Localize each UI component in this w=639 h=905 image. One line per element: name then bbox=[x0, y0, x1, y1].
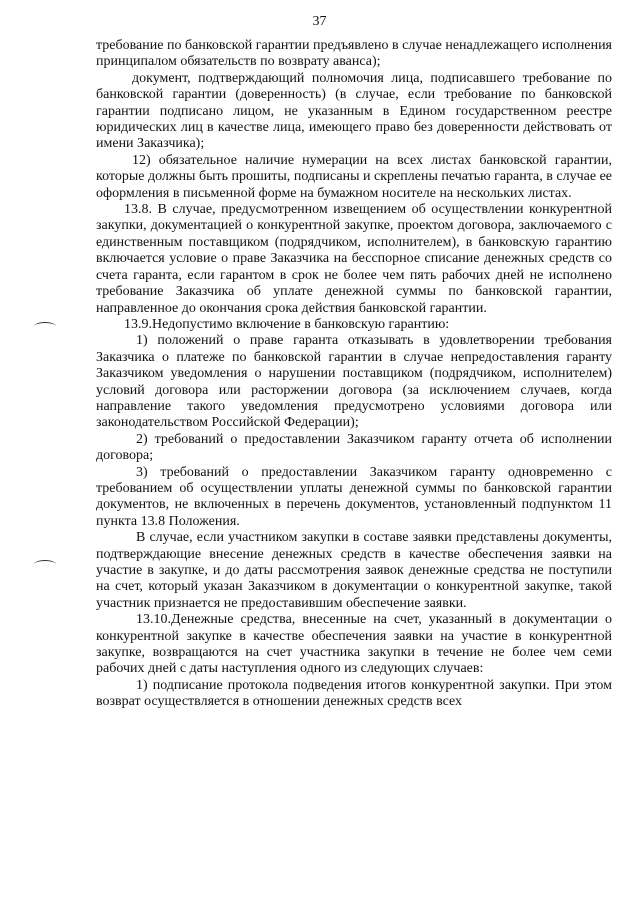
paragraph-deposit-not-received: В случае, если участником закупки в составе заявки представлены документы, подтверждающие внесение денежных средств в качестве обеспечения заявки на участие в закупке, и до даты рассмотрения заявок денежные средства не поступили на счет, который указан Заказчиком в документации о конкурентной закупке, такой участник признается не предоставившим обеспечение заявки. bbox=[96, 530, 612, 611]
paragraph-13-10-item-1: 1) подписание протокола подведения итогов конкурентной закупки. При этом возврат осуществляется в отношении денежных средств всех bbox=[96, 677, 612, 710]
paragraph-item-12: 12) обязательное наличие нумерации на всех листах банковской гарантии, которые должны быть прошиты, подписаны и скреплены печатью гаранта, в случае ее оформления в письменной форме на бумажном носителе на нескольких листах. bbox=[96, 152, 612, 201]
paragraph-13-9-item-3: 3) требований о предоставлении Заказчиком гаранту одновременно с требованием об осуществлении уплаты денежной суммы по банковской гарантии документов, не включенных в перечень документов, установленный подпунктом 11 пункта 13.8 Положения. bbox=[96, 464, 612, 529]
paragraph-13-9-item-1: 1) положений о праве гаранта отказывать в удовлетворении требования Заказчика о платеже по банковской гарантии в случае непредоставления гаранту Заказчиком уведомления о нарушении поставщиком (подрядчиком, исполнителем) условий договора или расторжении договора (за исключением случаев, когда направление такого уведомления предусмотрено условиями договора или законодательством Российской Федерации); bbox=[96, 333, 612, 431]
paragraph-13-10: 13.10.Денежные средства, внесенные на счет, указанный в документации о конкурентной закупке в качестве обеспечения заявки на участие в конкурентной закупке, возвращаются на счет участника закупки в течение не более чем семи рабочих дней с даты наступления одного из следующих случаев: bbox=[96, 612, 612, 677]
margin-mark bbox=[34, 560, 56, 569]
paragraph-13-8: 13.8. В случае, предусмотренном извещением об осуществлении конкурентной закупки, документацией о конкурентной закупке, проектом договора, заключаемого с единственным поставщиком (подрядчиком, исполнителем), в банковскую гарантию включается условие о праве Заказчика на бесспорное списание денежных средств со счета гаранта, если гарантом в срок не более чем пять рабочих дней не исполнено требование Заказчика об уплате денежной суммы по банковской гарантии, направленное до окончания срока действия банковской гарантии. bbox=[96, 202, 612, 316]
page-number: 37 bbox=[312, 14, 327, 29]
paragraph-13-9: 13.9.Недопустимо включение в банковскую гарантию: bbox=[124, 316, 450, 332]
paragraph-13-9-item-2: 2) требований о предоставлении Заказчиком гаранту отчета об исполнении договора; bbox=[96, 431, 612, 464]
paragraph-authority-document: документ, подтверждающий полномочия лица, подписавшего требование по банковской гарантии (доверенность) (в случае, если требование по банковской гарантии подписано лицом, не указанным в Едином государственном реестре юридических лиц в качестве лица, имеющего право без доверенности действовать от имени Заказчика); bbox=[96, 70, 612, 152]
document-body bbox=[96, 38, 612, 711]
margin-mark bbox=[34, 322, 56, 331]
paragraph-bank-guarantee-advance: требование по банковской гарантии предъявлено в случае ненадлежащего исполнения принципалом обязательств по возврату аванса); bbox=[96, 38, 612, 70]
